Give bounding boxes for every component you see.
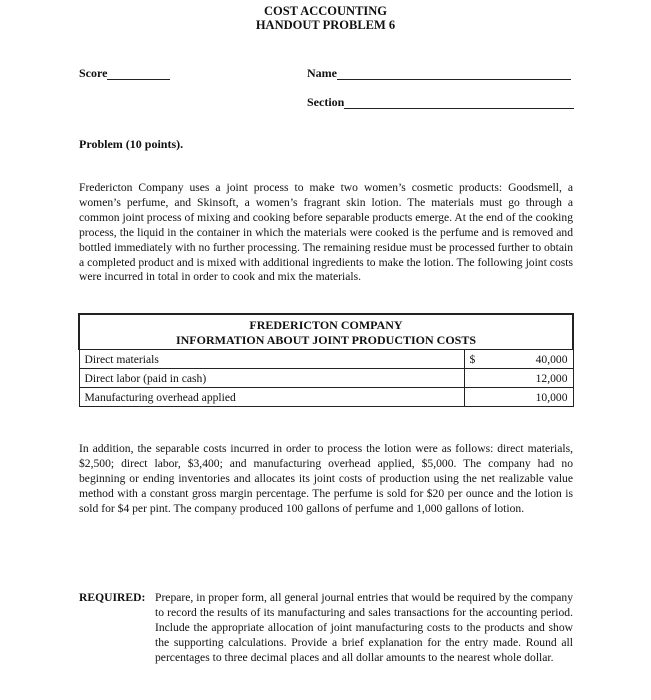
required-section xyxy=(79,591,573,666)
currency-cell xyxy=(464,388,483,407)
score-blank[interactable] xyxy=(107,68,170,80)
section-label: Section xyxy=(307,95,345,109)
table-row xyxy=(79,388,573,407)
problem-heading xyxy=(79,137,183,152)
problem-label: Problem xyxy=(79,137,123,151)
score-field xyxy=(79,66,170,80)
course-title: COST ACCOUNTING xyxy=(263,4,388,18)
table-title-subtitle: INFORMATION ABOUT JOINT PRODUCTION COSTS xyxy=(175,332,477,347)
row-label: Direct labor (paid in cash) xyxy=(79,369,464,388)
currency-symbol: $ xyxy=(464,350,483,369)
table-header xyxy=(79,314,573,350)
row-value: 40,000 xyxy=(483,350,574,369)
required-label: REQUIRED: xyxy=(79,591,146,604)
name-field xyxy=(307,66,571,80)
joint-costs-table xyxy=(78,313,574,407)
table-row xyxy=(79,350,573,369)
table-row xyxy=(79,369,573,388)
score-label: Score xyxy=(79,66,108,80)
table-title-company: FREDERICTON COMPANY xyxy=(249,318,403,332)
section-field xyxy=(307,95,574,109)
handout-title: HANDOUT PROBLEM 6 xyxy=(255,18,396,32)
row-value: 12,000 xyxy=(483,369,574,388)
row-label: Manufacturing overhead applied xyxy=(79,388,464,407)
row-value: 10,000 xyxy=(483,388,574,407)
name-label: Name xyxy=(307,66,337,80)
problem-points: (10 points). xyxy=(125,137,184,151)
problem-paragraph-2: In addition, the separable costs incurred in order to process the lotion were as follows: direct materials, $2,500; direct labor, $3,400; and manufacturing overhead applied, $5,000. The company had no beginning or ending inventories and allocates its joint costs of production using the net realizable value method with a constant gross margin percentage. The perfume is sold for $20 per ounce and the lotion is sold for $4 per pint. The company produced 100 gallons of perfume and 1,000 gallons of lotion. xyxy=(79,442,573,515)
row-label: Direct materials xyxy=(79,350,464,369)
problem-paragraph-1: Fredericton Company uses a joint process to make two women’s cosmetic products: Goodsmell, a women’s perfume, and Skinsoft, a women’s fragrant skin lotion. The materials must go through a common joint process of mixing and cooking before separable products emerge. At the end of the cooking process, the liquid in the container in which the materials were cooked is the perfume and is removed and bottled immediately with no further processing. The remaining residue must be processed further to obtain a completed product and is mixed with additional ingredients to make the lotion. The following joint costs were incurred in total in order to cook and mix the materials. xyxy=(79,181,574,284)
section-blank[interactable] xyxy=(344,97,574,109)
name-blank[interactable] xyxy=(337,68,571,80)
currency-cell xyxy=(464,369,483,388)
required-text: Prepare, in proper form, all general journal entries that would be required by the company to record the results of its manufacturing and sales transactions for the accounting period. Include the appropriate allocation of joint manufacturing costs to the products and show the supporting calculations. Provide a brief explanation for the entry made. Round all percentages to three decimal places and all dollar amounts to the nearest whole dollar. xyxy=(155,591,573,664)
